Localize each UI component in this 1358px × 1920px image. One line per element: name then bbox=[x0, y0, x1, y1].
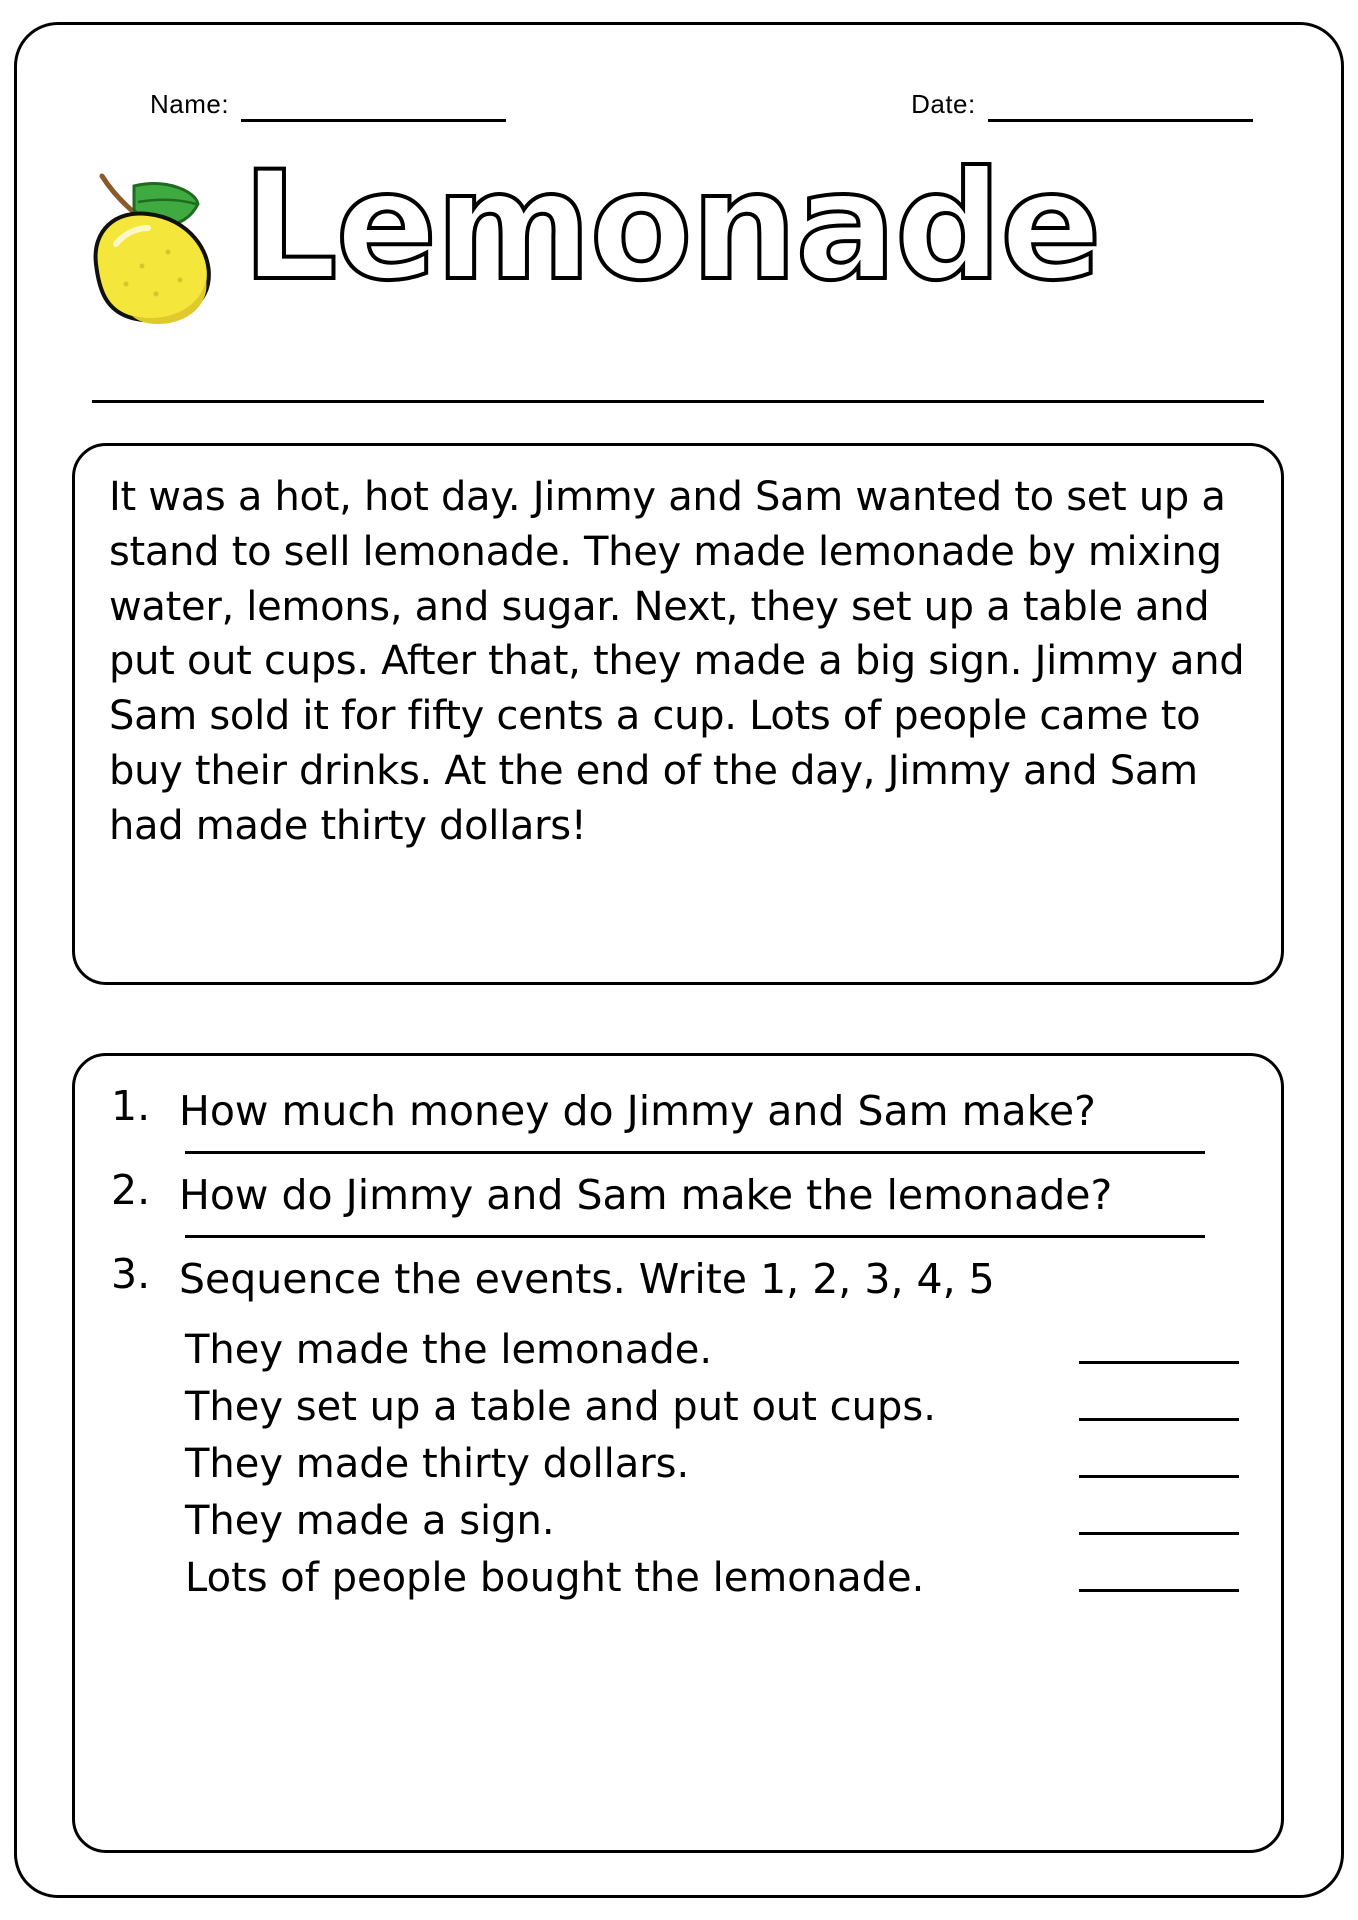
list-item bbox=[185, 1427, 1251, 1487]
sequence-list bbox=[185, 1313, 1251, 1601]
question-3 bbox=[105, 1250, 1251, 1308]
page-title: Lemonade bbox=[242, 140, 1100, 314]
questions-box bbox=[72, 1053, 1284, 1853]
question-3-number: 3. bbox=[111, 1250, 151, 1299]
sequence-answer-blank[interactable] bbox=[1079, 1587, 1239, 1592]
list-item bbox=[185, 1370, 1251, 1430]
answer-line-1[interactable] bbox=[185, 1150, 1205, 1154]
question-2-text: How do Jimmy and Sam make the lemonade? bbox=[179, 1171, 1113, 1220]
date-label: Date: bbox=[911, 89, 976, 119]
name-input-line[interactable] bbox=[241, 93, 506, 122]
list-item bbox=[185, 1313, 1251, 1373]
title-area bbox=[72, 138, 1272, 313]
title-divider bbox=[92, 400, 1264, 403]
question-1 bbox=[105, 1082, 1251, 1140]
question-2 bbox=[105, 1166, 1251, 1224]
name-group bbox=[150, 89, 506, 122]
date-input-line[interactable] bbox=[988, 93, 1253, 122]
sequence-item-label: Lots of people bought the lemonade. bbox=[185, 1554, 925, 1601]
passage-box bbox=[72, 443, 1284, 985]
sequence-answer-blank[interactable] bbox=[1079, 1530, 1239, 1535]
question-1-text: How much money do Jimmy and Sam make? bbox=[179, 1087, 1096, 1135]
list-item bbox=[185, 1484, 1251, 1544]
name-label: Name: bbox=[150, 89, 230, 119]
sequence-item-label: They set up a table and put out cups. bbox=[185, 1383, 936, 1430]
sequence-answer-blank[interactable] bbox=[1079, 1416, 1239, 1421]
sequence-item-label: They made thirty dollars. bbox=[185, 1440, 690, 1487]
list-item bbox=[185, 1541, 1251, 1601]
passage-text: It was a hot, hot day. Jimmy and Sam wanted to set up a stand to sell lemonade. They made lemonade by mixing water, lemons, and sugar. Next, they set up a table and put out cups. After that, they made a big sign. Jimmy and Sam sold it for fifty cents a cup. Lots of people came to buy their drinks. At the end of the day, Jimmy and Sam had made thirty dollars! bbox=[109, 474, 1245, 849]
question-3-text: Sequence the events. Write 1, 2, 3, 4, 5 bbox=[179, 1255, 995, 1304]
question-1-number: 1. bbox=[111, 1082, 151, 1130]
question-2-number: 2. bbox=[111, 1166, 151, 1215]
name-date-row bbox=[150, 78, 1250, 122]
sequence-answer-blank[interactable] bbox=[1079, 1359, 1239, 1364]
date-group bbox=[911, 89, 1253, 122]
sequence-item-label: They made a sign. bbox=[185, 1497, 555, 1544]
sequence-item-label: They made the lemonade. bbox=[185, 1326, 713, 1373]
answer-line-2[interactable] bbox=[185, 1234, 1205, 1238]
sequence-answer-blank[interactable] bbox=[1079, 1473, 1239, 1478]
lemon-icon bbox=[72, 148, 232, 328]
